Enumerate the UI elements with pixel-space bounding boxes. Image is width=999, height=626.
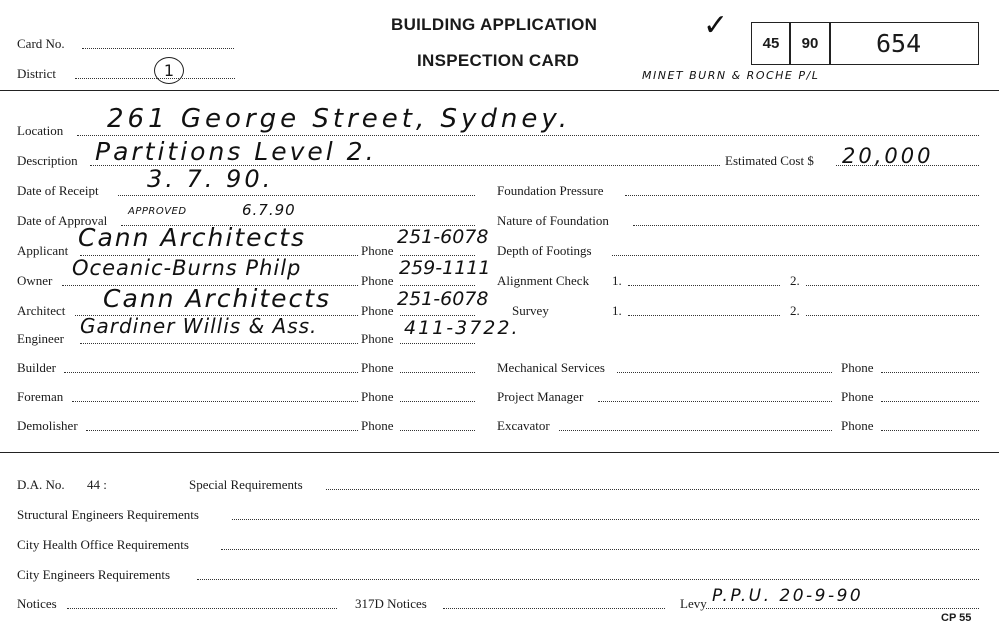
- special-requirements-label: Special Requirements: [189, 477, 303, 492]
- engineer-phone-value: 411-3722.: [404, 317, 520, 339]
- demolisher-phone-label: Phone: [361, 418, 394, 433]
- alignment-1-label: 1.: [612, 273, 622, 288]
- title-line-1: BUILDING APPLICATION: [391, 15, 598, 34]
- card-box-3: [829, 22, 979, 65]
- structural-engineers-label: Structural Engineers Requirements: [17, 507, 199, 522]
- foundation-pressure-label: Foundation Pressure: [497, 183, 604, 198]
- owner-phone-value: 259-1111: [399, 257, 491, 279]
- header-rule: [0, 90, 999, 91]
- engineer-phone-line: [400, 343, 475, 344]
- card-number: 654: [876, 29, 922, 58]
- foreman-label: Foreman: [17, 389, 64, 404]
- excavator-line: [559, 430, 832, 431]
- structural-engineers-line: [232, 519, 979, 520]
- project-manager-phone-line: [881, 401, 979, 402]
- mechanical-services-line: [617, 372, 832, 373]
- mechanical-phone-label: Phone: [841, 360, 874, 375]
- district-label: District: [17, 66, 56, 81]
- owner-phone-label: Phone: [361, 273, 394, 288]
- handwritten-company-note: MINET BURN & ROCHE P/L: [642, 69, 820, 82]
- levy-value: P.P.U. 20-9-90: [712, 586, 864, 606]
- architect-phone-value: 251-6078: [397, 288, 489, 310]
- date-of-approval-value: 6.7.90: [242, 201, 296, 219]
- city-engineers-label: City Engineers Requirements: [17, 567, 171, 582]
- foreman-phone-label: Phone: [361, 389, 394, 404]
- survey-label: Survey: [512, 303, 549, 318]
- depth-of-footings-label: Depth of Footings: [497, 243, 592, 258]
- builder-phone-line: [400, 372, 475, 373]
- survey-2-line: [806, 315, 979, 316]
- architect-label: Architect: [17, 303, 66, 318]
- alignment-check-label: Alignment Check: [497, 273, 590, 288]
- levy-line: [706, 608, 979, 609]
- foreman-line: [72, 401, 358, 402]
- estimated-cost-label: Estimated Cost $: [725, 153, 814, 168]
- date-of-receipt-value: 3. 7. 90.: [147, 165, 274, 193]
- builder-line: [64, 372, 358, 373]
- city-engineers-line: [197, 579, 979, 580]
- project-manager-label: Project Manager: [497, 389, 584, 404]
- applicant-value: Cann Architects: [78, 223, 307, 252]
- card-no-line: [82, 48, 234, 49]
- engineer-line: [80, 343, 358, 344]
- date-of-receipt-label: Date of Receipt: [17, 183, 99, 198]
- alignment-2-label: 2.: [790, 273, 800, 288]
- levy-label: Levy: [680, 596, 707, 611]
- architect-value: Cann Architects: [103, 284, 332, 313]
- project-manager-phone-label: Phone: [841, 389, 874, 404]
- engineer-value: Gardiner Willis & Ass.: [80, 314, 318, 338]
- demolisher-label: Demolisher: [17, 418, 78, 433]
- excavator-phone-line: [881, 430, 979, 431]
- foreman-phone-line: [400, 401, 475, 402]
- applicant-phone-line: [400, 255, 475, 256]
- owner-label: Owner: [17, 273, 53, 288]
- approved-stamp: APPROVED: [128, 206, 187, 217]
- notices-317d-label: 317D Notices: [355, 596, 427, 611]
- engineer-label: Engineer: [17, 331, 64, 346]
- demolisher-phone-line: [400, 430, 475, 431]
- form-code: CP 55: [941, 612, 972, 624]
- location-value: 261 George Street, Sydney.: [107, 104, 572, 134]
- owner-phone-line: [400, 285, 475, 286]
- owner-value: Oceanic-Burns Philp: [72, 256, 302, 280]
- foundation-pressure-line: [625, 195, 979, 196]
- applicant-phone-label: Phone: [361, 243, 394, 258]
- excavator-phone-label: Phone: [841, 418, 874, 433]
- notices-317d-line: [443, 608, 665, 609]
- mechanical-services-label: Mechanical Services: [497, 360, 605, 375]
- location-label: Location: [17, 123, 64, 138]
- tick-mark: ✓: [703, 8, 730, 43]
- card-no-label: Card No.: [17, 36, 65, 51]
- district-line: [75, 78, 235, 79]
- survey-1-label: 1.: [612, 303, 622, 318]
- card-box-2: 90: [789, 22, 831, 65]
- survey-1-line: [628, 315, 780, 316]
- project-manager-line: [598, 401, 832, 402]
- applicant-phone-value: 251-6078: [397, 226, 489, 248]
- nature-of-foundation-label: Nature of Foundation: [497, 213, 609, 228]
- requirements-rule: [0, 452, 999, 453]
- notices-line: [67, 608, 337, 609]
- da-no-value: 44 :: [87, 477, 107, 492]
- alignment-1-line: [628, 285, 780, 286]
- alignment-2-line: [806, 285, 979, 286]
- city-health-line: [221, 549, 979, 550]
- estimated-cost-value: 20,000: [842, 144, 934, 168]
- notices-label: Notices: [17, 596, 57, 611]
- survey-2-label: 2.: [790, 303, 800, 318]
- applicant-label: Applicant: [17, 243, 69, 258]
- builder-label: Builder: [17, 360, 56, 375]
- special-requirements-line: [326, 489, 979, 490]
- date-of-receipt-line: [118, 195, 475, 196]
- nature-of-foundation-line: [633, 225, 979, 226]
- architect-phone-label: Phone: [361, 303, 394, 318]
- demolisher-line: [86, 430, 358, 431]
- city-health-label: City Health Office Requirements: [17, 537, 189, 552]
- depth-of-footings-line: [612, 255, 979, 256]
- mechanical-phone-line: [881, 372, 979, 373]
- date-of-approval-label: Date of Approval: [17, 213, 108, 228]
- da-no-label: D.A. No.: [17, 477, 65, 492]
- card-box-1: 45: [751, 22, 791, 65]
- architect-phone-line: [400, 315, 475, 316]
- description-value: Partitions Level 2.: [95, 137, 377, 166]
- engineer-phone-label: Phone: [361, 331, 394, 346]
- builder-phone-label: Phone: [361, 360, 394, 375]
- location-line: [77, 135, 979, 136]
- excavator-label: Excavator: [497, 418, 550, 433]
- title-line-2: INSPECTION CARD: [417, 51, 580, 70]
- district-value: 1: [163, 61, 175, 80]
- description-label: Description: [17, 153, 78, 168]
- district-circle: [154, 57, 184, 84]
